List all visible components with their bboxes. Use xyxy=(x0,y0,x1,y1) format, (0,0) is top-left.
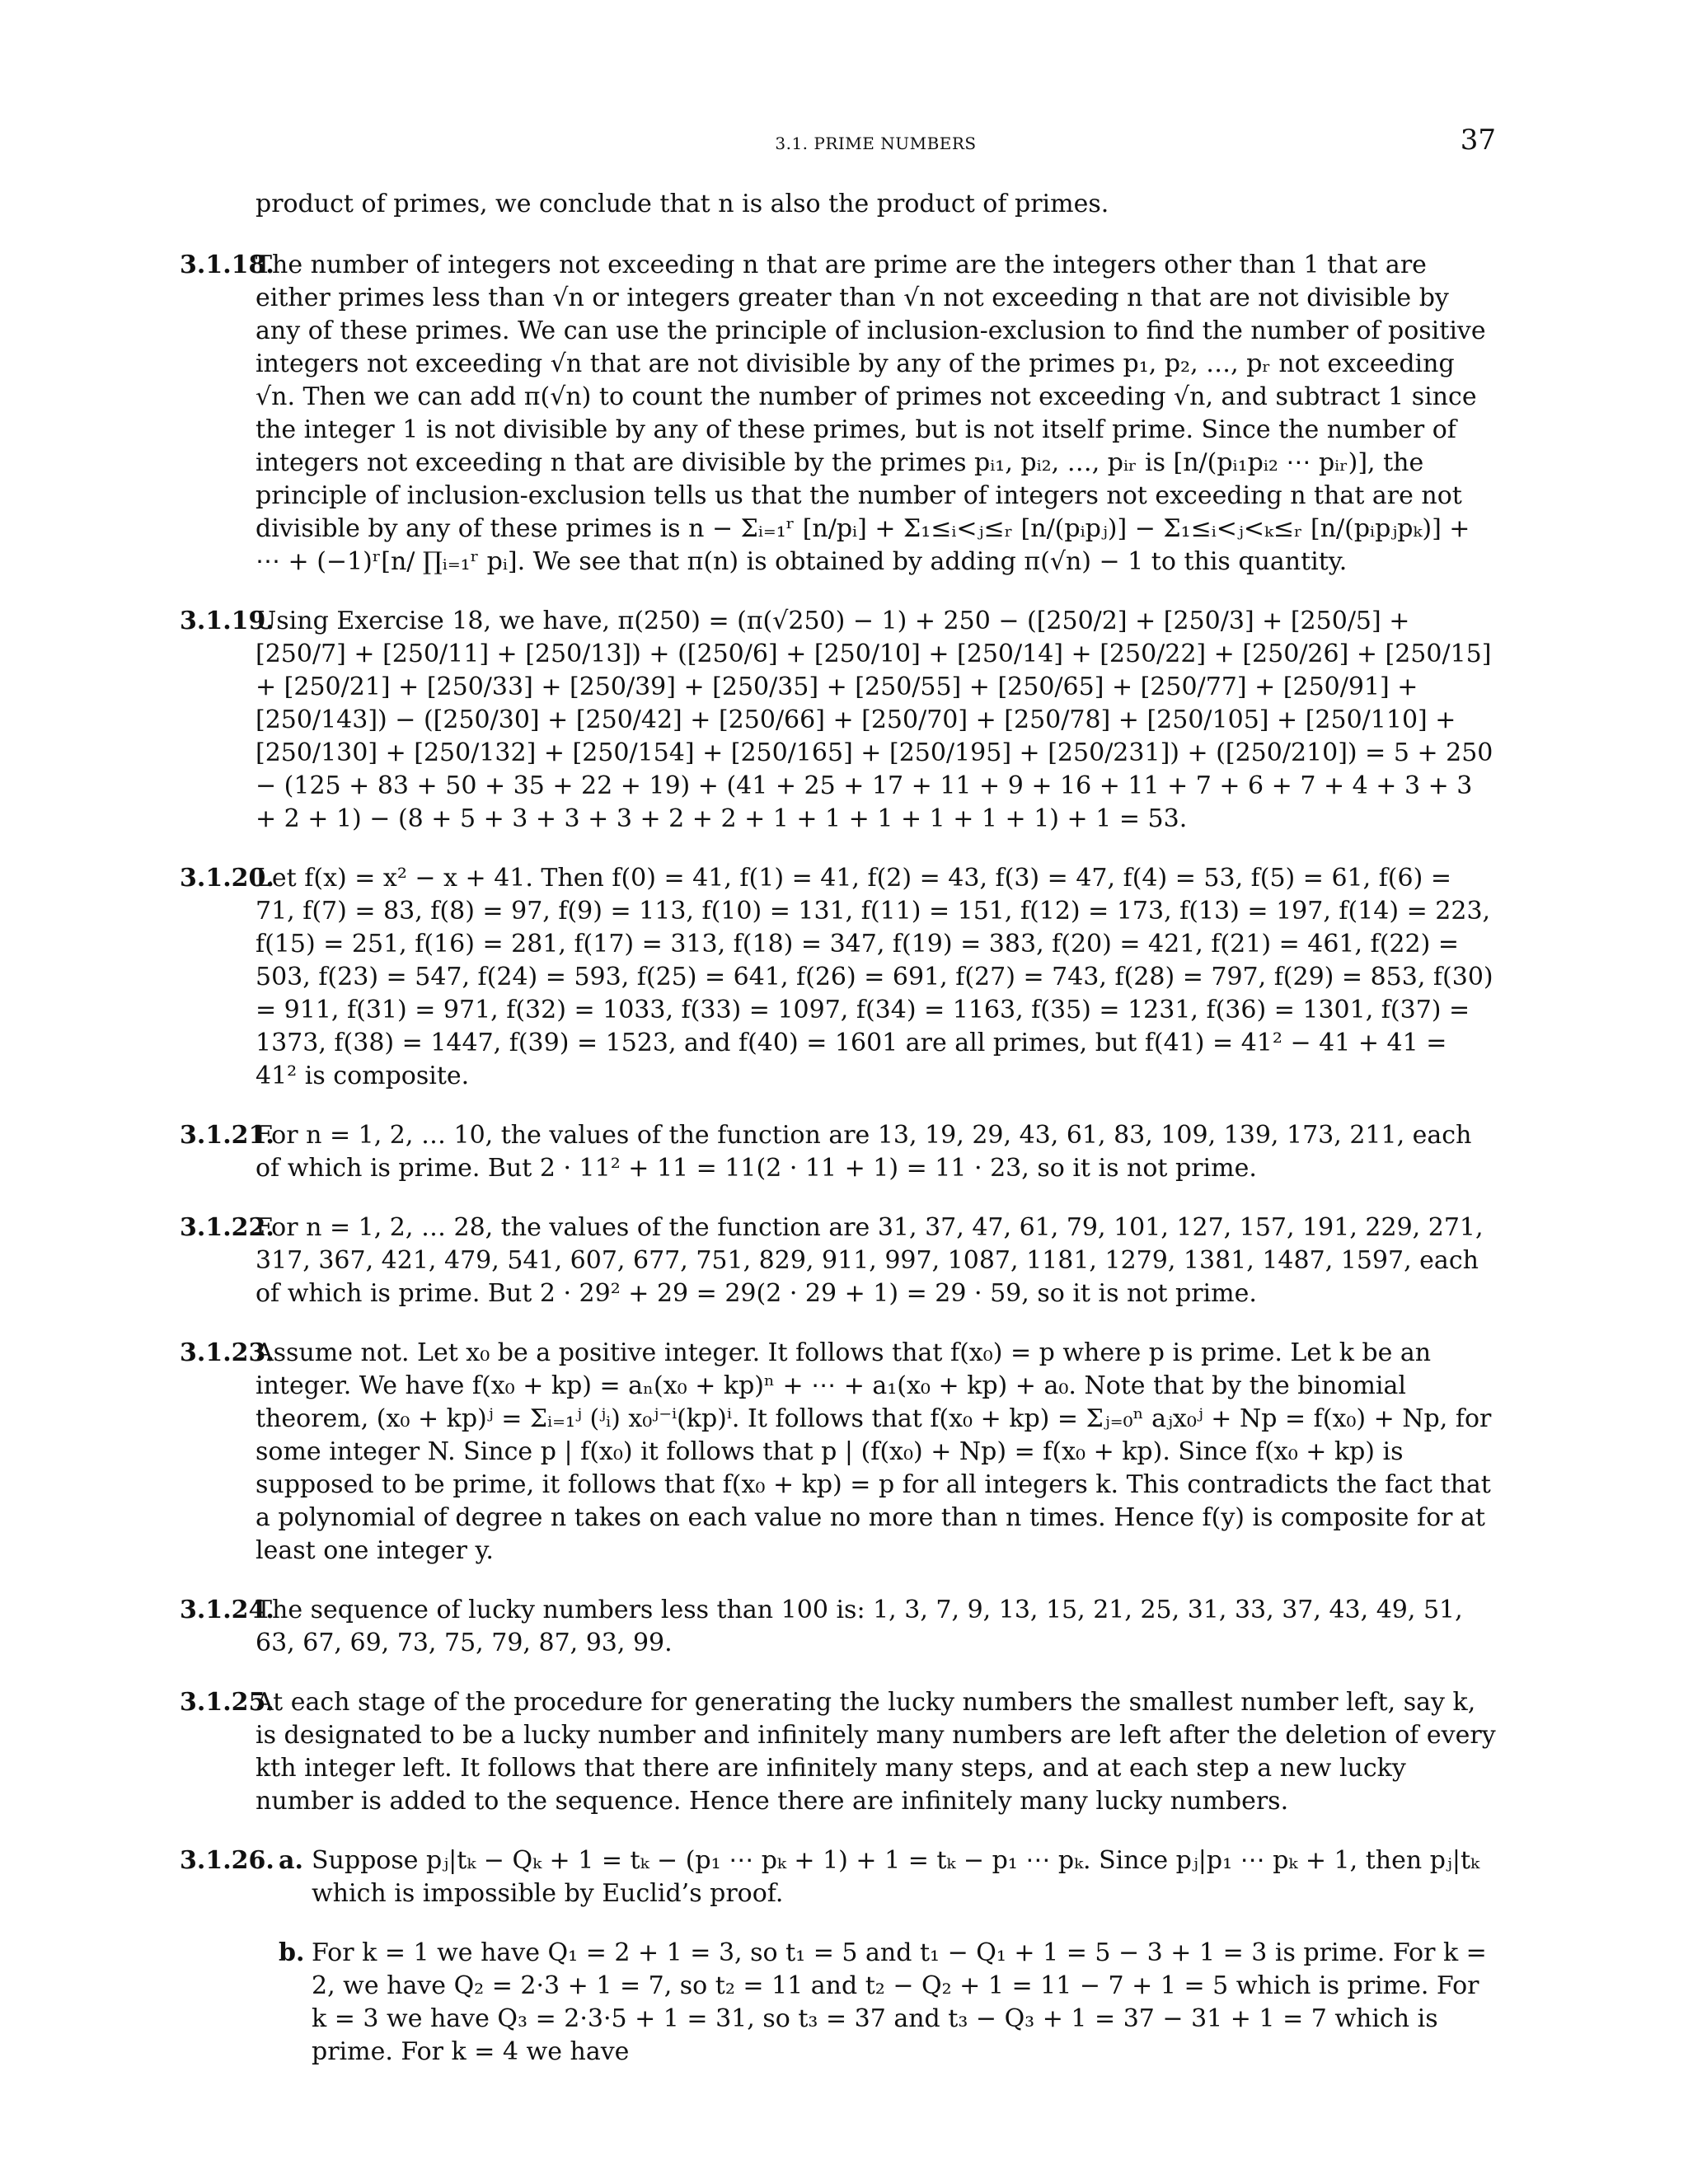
exercise-number: 3.1.20. xyxy=(180,864,274,893)
exercise-3-1-19 xyxy=(180,605,1496,836)
page-header xyxy=(256,124,1496,165)
exercise-text: At each stage of the procedure for generating the lucky numbers the smallest number left, say k, is designated to be a lucky number and infinitely many numbers are left after the deletion of every kth integer left. It follows that there are infinitely many steps, and at each step a new lucky number is added to the sequence. Hence there are infinitely many lucky numbers. xyxy=(256,1688,1496,1816)
exercise-text: Suppose pⱼ|tₖ − Qₖ + 1 = tₖ − (p₁ ⋯ pₖ + 1) + 1 = tₖ − p₁ ⋯ pₖ. Since pⱼ|p₁ ⋯ pₖ + 1, then pⱼ|tₖ which is impossible by Euclid’s proof. xyxy=(312,1846,1479,1908)
part-label-a: a. xyxy=(279,1846,303,1875)
exercise-3-1-23 xyxy=(180,1337,1496,1568)
exercise-number: 3.1.22. xyxy=(180,1213,274,1242)
exercise-number: 3.1.19. xyxy=(180,607,274,635)
exercise-3-1-24 xyxy=(180,1594,1496,1660)
exercise-number: 3.1.18. xyxy=(180,251,274,279)
exercise-number: 3.1.25. xyxy=(180,1688,274,1717)
exercise-3-1-22 xyxy=(180,1212,1496,1310)
exercise-3-1-18 xyxy=(180,249,1496,579)
part-label-b: b. xyxy=(279,1938,305,1967)
exercise-number: 3.1.26. xyxy=(180,1846,274,1875)
exercise-text: Assume not. Let x₀ be a positive integer. It follows that f(x₀) = p where p is prime. Let k be an integer. We have f(x₀ + kp) = aₙ(x₀ + kp)ⁿ + ⋯ + a₁(x₀ + kp) + a₀. Note that by the binomial theorem, (x₀ + kp)ʲ = Σᵢ₌₁ʲ (ʲᵢ) x₀ʲ⁻ⁱ(kp)ⁱ. It follows that f(x₀ + kp) = Σⱼ₌₀ⁿ aⱼx₀ʲ + Np = f(x₀) + Np, for some integer N. Since p | f(x₀) it follows that p | (f(x₀) + Np) = f(x₀ + kp). Since f(x₀ + kp) is supposed to be prime, it follows that f(x₀ + kp) = p for all integers k. This contradicts the fact that a polynomial of degree n takes on each value no more than n times. Hence f(y) is composite for at least one integer y. xyxy=(256,1338,1492,1565)
exercise-3-1-20 xyxy=(180,862,1496,1093)
exercise-3-1-26-part-a xyxy=(180,1844,1496,1910)
exercise-text: The number of integers not exceeding n that are prime are the integers other than 1 that are either primes less than √n or integers greater than √n not exceeding n that are not divisible by any of these primes. We can use the principle of inclusion-exclusion to find the number of positive integers not exceeding √n that are not divisible by any of the primes p₁, p₂, …, pᵣ not exceeding √n. Then we can add π(√n) to count the number of primes not exceeding √n, and subtract 1 since the integer 1 is not divisible by any of these primes, but is not itself prime. Since the number of integers not exceeding n that are divisible by the primes pᵢ₁, pᵢ₂, …, pᵢᵣ is [n/(pᵢ₁pᵢ₂ ⋯ pᵢᵣ)], the principle of inclusion-exclusion tells us that the number of integers not exceeding n that are not divisible by any of these primes is n − Σᵢ₌₁ʳ [n/pᵢ] + Σ₁≤ᵢ<ⱼ≤ᵣ [n/(pᵢpⱼ)] − Σ₁≤ᵢ<ⱼ<ₖ≤ᵣ [n/(pᵢpⱼpₖ)] + ⋯ + (−1)ʳ[n/ ∏ᵢ₌₁ʳ pᵢ]. We see that π(n) is obtained by adding π(√n) − 1 to this quantity. xyxy=(256,251,1486,576)
exercise-3-1-21 xyxy=(180,1119,1496,1185)
exercise-number: 3.1.24. xyxy=(180,1596,274,1624)
exercise-number: 3.1.23. xyxy=(180,1338,274,1367)
page-number: 37 xyxy=(1460,124,1496,157)
exercise-3-1-25 xyxy=(180,1686,1496,1818)
running-head: 3.1. PRIME NUMBERS xyxy=(775,134,977,153)
continuation-paragraph: product of primes, we conclude that n is also the product of primes. xyxy=(256,190,1109,218)
exercise-text: For k = 1 we have Q₁ = 2 + 1 = 3, so t₁ = 5 and t₁ − Q₁ + 1 = 5 − 3 + 1 = 3 is prime. For k = 2, we have Q₂ = 2·3 + 1 = 7, so t₂ = 11 and t₂ − Q₂ + 1 = 11 − 7 + 1 = 5 which is prime. For k = 3 we have Q₃ = 2·3·5 + 1 = 31, so t₃ = 37 and t₃ − Q₃ + 1 = 37 − 31 + 1 = 7 which is prime. For k = 4 we have xyxy=(312,1938,1487,2066)
page-content xyxy=(180,188,1496,2095)
exercise-text: Using Exercise 18, we have, π(250) = (π(√250) − 1) + 250 − ([250/2] + [250/3] + [250/5] + [250/7] + [250/11] + [250/13]) + ([250/6] + [250/10] + [250/14] + [250/22] + [250/26] + [250/15] + [250/21] + [250/33] + [250/39] + [250/35] + [250/55] + [250/65] + [250/77] + [250/91] + [250/143]) − ([250/30] + [250/42] + [250/66] + [250/70] + [250/78] + [250/105] + [250/110] + [250/130] + [250/132] + [250/154] + [250/165] + [250/195] + [250/231]) + ([250/210]) = 5 + 250 − (125 + 83 + 50 + 35 + 22 + 19) + (41 + 25 + 17 + 11 + 9 + 16 + 11 + 7 + 6 + 7 + 4 + 3 + 3 + 2 + 1) − (8 + 5 + 3 + 3 + 3 + 2 + 2 + 1 + 1 + 1 + 1 + 1 + 1) + 1 = 53. xyxy=(256,607,1493,833)
exercise-3-1-26-part-b xyxy=(180,1937,1496,2069)
exercise-number: 3.1.21. xyxy=(180,1121,274,1150)
exercise-text: The sequence of lucky numbers less than 100 is: 1, 3, 7, 9, 13, 15, 21, 25, 31, 33, 37, 43, 49, 51, 63, 67, 69, 73, 75, 79, 87, 93, 99. xyxy=(256,1596,1463,1657)
exercise-text: For n = 1, 2, … 10, the values of the function are 13, 19, 29, 43, 61, 83, 109, 139, 173, 211, each of which is prime. But 2 · 11² + 11 = 11(2 · 11 + 1) = 11 · 23, so it is not prime. xyxy=(256,1121,1472,1183)
exercise-text: Let f(x) = x² − x + 41. Then f(0) = 41, f(1) = 41, f(2) = 43, f(3) = 47, f(4) = 53, f(5) = 61, f(6) = 71, f(7) = 83, f(8) = 97, f(9) = 113, f(10) = 131, f(11) = 151, f(12) = 173, f(13) = 197, f(14) = 223, f(15) = 251, f(16) = 281, f(17) = 313, f(18) = 347, f(19) = 383, f(20) = 421, f(21) = 461, f(22) = 503, f(23) = 547, f(24) = 593, f(25) = 641, f(26) = 691, f(27) = 743, f(28) = 797, f(29) = 853, f(30) = 911, f(31) = 971, f(32) = 1033, f(33) = 1097, f(34) = 1163, f(35) = 1231, f(36) = 1301, f(37) = 1373, f(38) = 1447, f(39) = 1523, and f(40) = 1601 are all primes, but f(41) = 41² − 41 + 41 = 41² is composite. xyxy=(256,864,1493,1090)
exercise-text: For n = 1, 2, … 28, the values of the function are 31, 37, 47, 61, 79, 101, 127, 157, 191, 229, 271, 317, 367, 421, 479, 541, 607, 677, 751, 829, 911, 997, 1087, 1181, 1279, 1381, 1487, 1597, each of which is prime. But 2 · 29² + 29 = 29(2 · 29 + 1) = 29 · 59, so it is not prime. xyxy=(256,1213,1484,1308)
